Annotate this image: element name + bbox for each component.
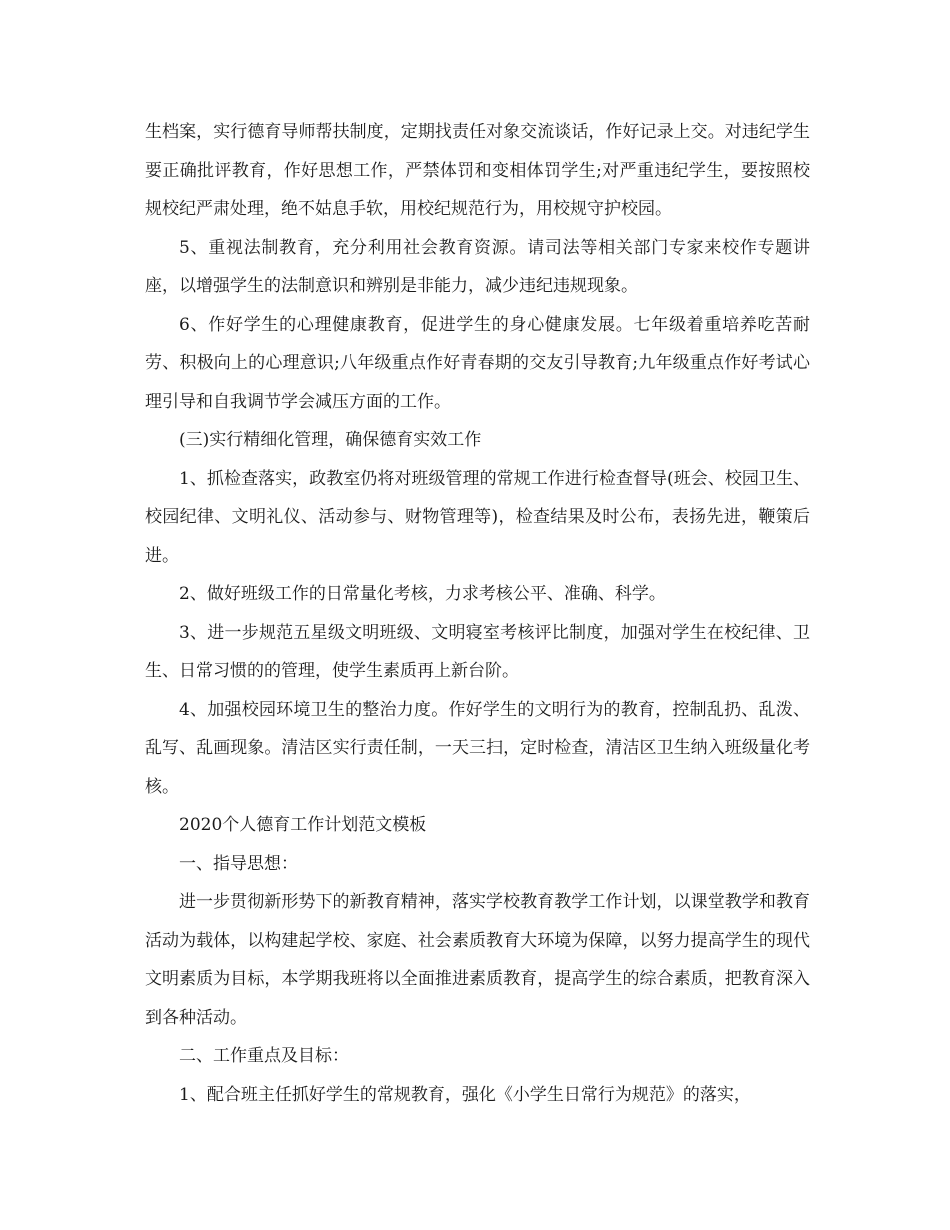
paragraph-item-1: 1、抓检查落实，政教室仍将对班级管理的常规工作进行检查督导(班会、校园卫生、校园纪律、文明礼仪、活动参与、财物管理等)，检查结果及时公布，表扬先进，鞭策后进。: [145, 468, 810, 566]
paragraph-guiding-thought: 进一步贯彻新形势下的新教育精神，落实学校教育教学工作计划，以课堂教学和教育活动为载体，以构建起学校、家庭、社会素质教育大环境为保障，以努力提高学生的现代文明素质为目标，本学期我班将以全面推进素质教育，提高学生的综合素质，把教育深入到各种活动。: [145, 892, 810, 1028]
paragraph-item-2: 2、做好班级工作的日常量化考核，力求考核公平、准确、科学。: [179, 584, 666, 604]
paragraph-item-4: 4、加强校园环境卫生的整治力度。作好学生的文明行为的教育，控制乱扔、乱泼、乱写、乱画现象。清洁区实行责任制，一天三扫，定时检查，清洁区卫生纳入班级量化考核。: [145, 699, 810, 797]
paragraph-goal-1: 1、配合班主任抓好学生的常规教育，强化《小学生日常行为规范》的落实，: [179, 1084, 751, 1105]
paragraph-continuation: 生档案，实行德育导师帮扶制度，定期找责任对象交流谈话，作好记录上交。对违纪学生要正确批评教育，作好思想工作，严禁体罚和变相体罚学生;对严重违纪学生，要按照校规校纪严肃处理，绝不姑息手软，用校纪规范行为，用校规守护校园。: [145, 122, 810, 219]
paragraph-item-6: 6、作好学生的心理健康教育，促进学生的身心健康发展。七年级着重培养吃苦耐劳、积极向上的心理意识;八年级重点作好青春期的交友引导教育;九年级重点作好考试心理引导和自我调节学会减压方面的工作。: [145, 314, 810, 412]
document-title: 2020个人德育工作计划范文模板: [179, 815, 427, 835]
paragraph-item-3: 3、进一步规范五星级文明班级、文明寝室考核评比制度，加强对学生在校纪律、卫生、日常习惯的的管理，使学生素质再上新台阶。: [145, 622, 810, 681]
document-body: [145, 113, 810, 1114]
section-heading-guiding-thought: 一、指导思想：: [179, 853, 298, 874]
paragraph-item-5: 5、重视法制教育，充分利用社会教育资源。请司法等相关部门专家来校作专题讲座，以增强学生的法制意识和辨别是非能力，减少违纪违规现象。: [145, 237, 810, 296]
section-heading-3: (三)实行精细化管理，确保德育实效工作: [179, 430, 482, 450]
section-heading-goals: 二、工作重点及目标：: [179, 1046, 349, 1066]
